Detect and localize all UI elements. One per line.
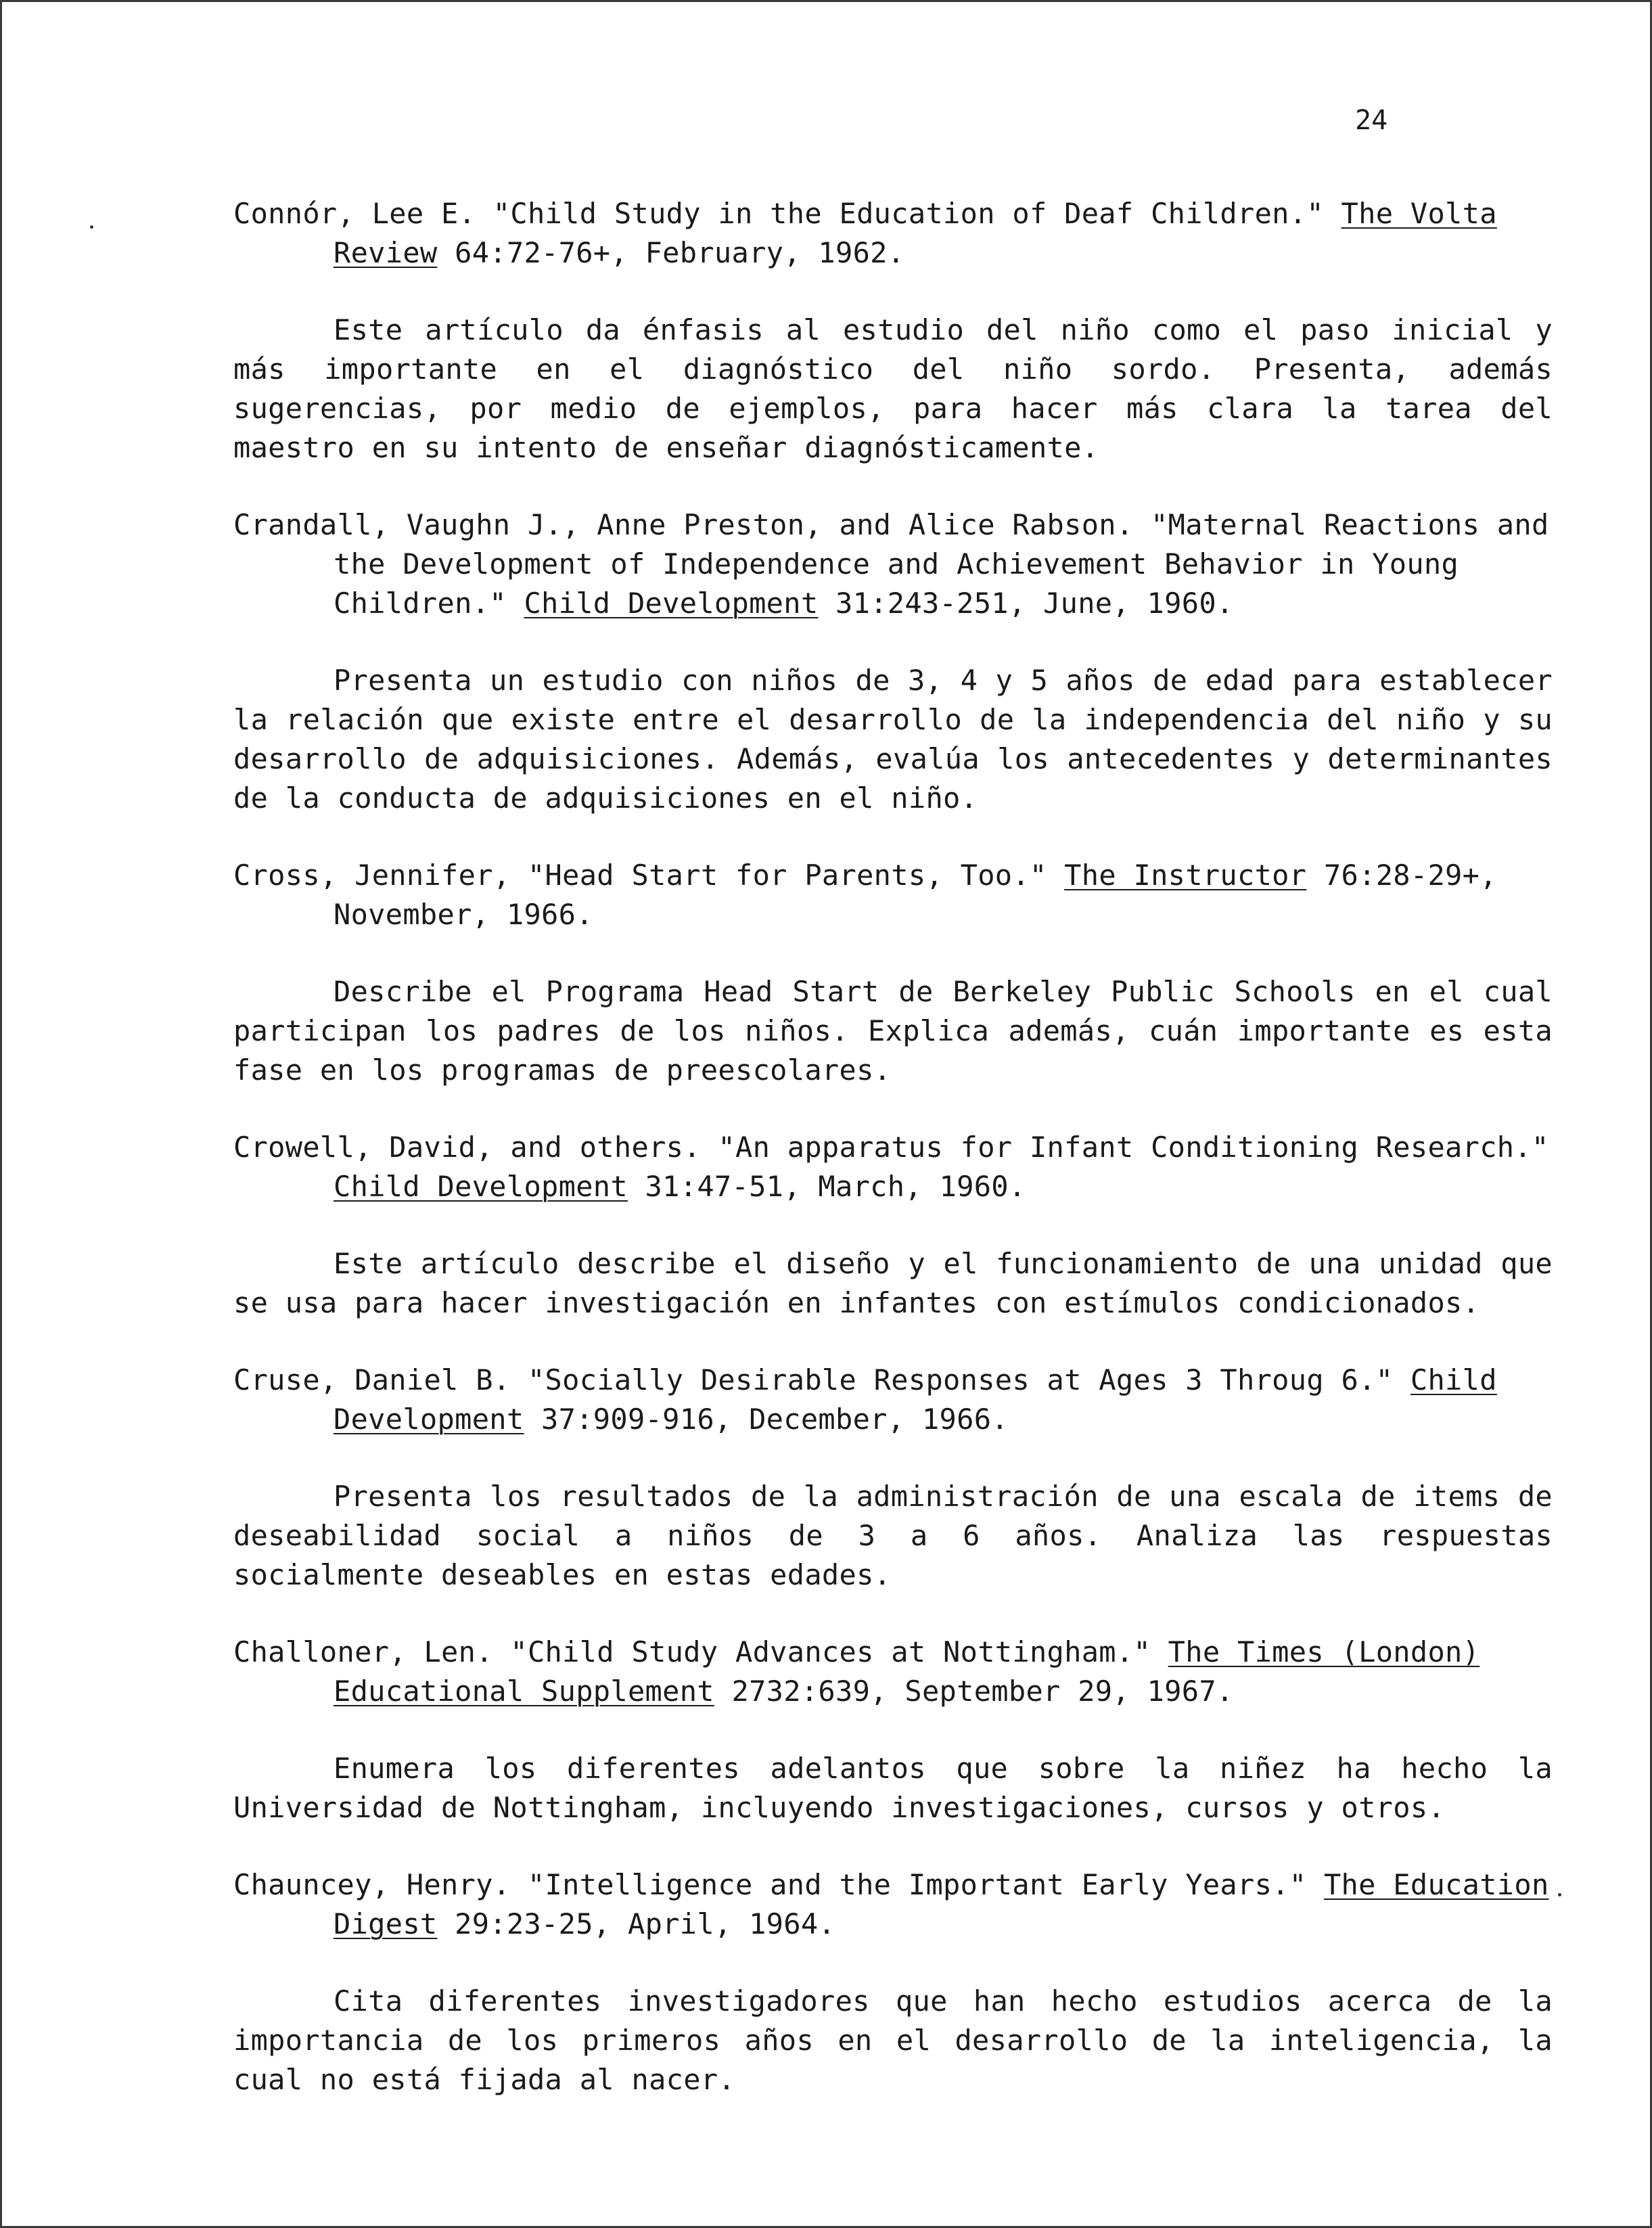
citation-details: 37:909-916, December, 1966. bbox=[524, 1403, 1009, 1436]
journal-title: Child Development bbox=[334, 1363, 1497, 1436]
journal-title: The Volta Review bbox=[334, 197, 1497, 269]
citation-details: 64:72-76+, February, 1962. bbox=[437, 236, 905, 269]
citation-text: Crandall, Vaughn J., Anne Preston, and Alice Rabson. "Maternal Reactions and the Development of Independence and Achievement Behavior in Young Children." bbox=[233, 508, 1549, 620]
bibliography-entry bbox=[233, 505, 1553, 818]
bibliography-entry bbox=[233, 1128, 1553, 1323]
citation bbox=[233, 1128, 1553, 1206]
annotation: Enumera los diferentes adelantos que sobre la niñez ha hecho la Universidad de Nottingham, incluyendo investigaciones, cursos y otros. bbox=[233, 1752, 1553, 1824]
journal-title: The Instructor bbox=[1064, 859, 1307, 892]
annotation: Este artículo describe el diseño y el funcionamiento de una unidad que se usa para hacer investigación en infantes con estímulos condicionados. bbox=[233, 1247, 1553, 1319]
citation-details: 31:47-51, March, 1960. bbox=[627, 1170, 1026, 1203]
bibliography-entry bbox=[233, 1361, 1553, 1595]
citation-text: Challoner, Len. "Child Study Advances at Nottingham." bbox=[233, 1635, 1168, 1668]
journal-title: Child Development bbox=[334, 1170, 628, 1203]
annotation: Presenta un estudio con niños de 3, 4 y 5 años de edad para establecer la relación que existe entre el desarrollo de la independencia del niño y su desarrollo de adquisiciones. Además, evalúa los antecedentes y determinantes de la conducta de adquisiciones en el niño. bbox=[233, 664, 1553, 815]
bibliography-entry bbox=[233, 194, 1553, 468]
citation-details: 2732:639, September 29, 1967. bbox=[714, 1675, 1234, 1708]
citation-details: 29:23-25, April, 1964. bbox=[437, 1907, 836, 1940]
citation bbox=[233, 1361, 1553, 1439]
bibliography-entry bbox=[233, 856, 1553, 1090]
annotation: Presenta los resultados de la administración de una escala de items de deseabilidad social a niños de 3 a 6 años. Analiza las respuestas socialmente deseables en estas edades. bbox=[233, 1480, 1553, 1591]
journal-title: The Education Digest bbox=[334, 1868, 1549, 1940]
bibliography-entry bbox=[233, 1633, 1553, 1827]
annotation: Cita diferentes investigadores que han hecho estudios acerca de la importancia de los primeros años en el desarrollo de la inteligencia, la cual no está fijada al nacer. bbox=[233, 1984, 1553, 2096]
bibliography-entry bbox=[233, 1865, 1553, 2099]
journal-title: The Times (London) Educational Supplement bbox=[334, 1635, 1480, 1708]
citation bbox=[233, 1633, 1553, 1711]
citation-details: 31:243-251, June, 1960. bbox=[818, 587, 1234, 620]
citation-text: Cruse, Daniel B. "Socially Desirable Responses at Ages 3 Throug 6." bbox=[233, 1363, 1410, 1396]
annotation: Este artículo da énfasis al estudio del niño como el paso inicial y más importante en el diagnóstico del niño sordo. Presenta, además sugerencias, por medio de ejemplos, para hacer más clara la tarea del maestro en su intento de enseñar diagnósticamente. bbox=[233, 313, 1553, 464]
citation bbox=[233, 856, 1553, 934]
bibliography-list bbox=[233, 194, 1553, 2137]
citation-text: Cross, Jennifer, "Head Start for Parents, Too." bbox=[233, 859, 1065, 892]
citation bbox=[233, 194, 1553, 273]
journal-title: Child Development bbox=[524, 587, 819, 620]
page-number: 24 bbox=[1355, 105, 1388, 136]
citation-text: Connór, Lee E. "Child Study in the Education of Deaf Children." bbox=[233, 197, 1341, 230]
citation-text: Chauncey, Henry. "Intelligence and the Important Early Years." bbox=[233, 1868, 1324, 1901]
scan-speck bbox=[90, 225, 93, 229]
citation-text: Crowell, David, and others. "An apparatus for Infant Conditioning Research." bbox=[233, 1131, 1549, 1164]
citation bbox=[233, 505, 1553, 623]
scan-speck bbox=[1558, 1893, 1561, 1896]
citation-details: 76:28-29+, November, 1966. bbox=[334, 859, 1497, 931]
citation bbox=[233, 1865, 1553, 1944]
annotation: Describe el Programa Head Start de Berkeley Public Schools en el cual participan los padres de los niños. Explica además, cuán importante es esta fase en los programas de preescolares. bbox=[233, 975, 1553, 1087]
